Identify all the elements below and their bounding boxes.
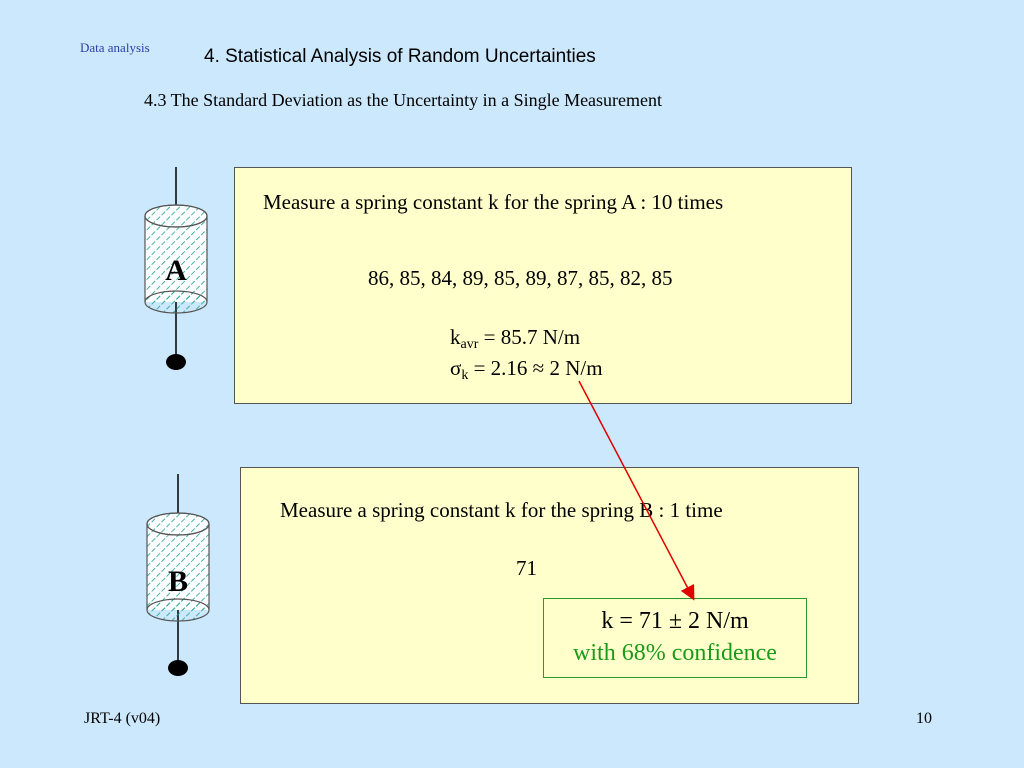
spring-a-measurements: 86, 85, 84, 89, 85, 89, 87, 85, 82, 85: [368, 266, 673, 290]
spring-a-heading: Measure a spring constant k for the spring A : 10 times: [263, 190, 724, 214]
sigma-to-result-arrow: [579, 381, 693, 598]
spring-b-confidence: with 68% confidence: [573, 640, 777, 666]
page-number: 10: [916, 710, 932, 727]
section-tag: Data analysis: [80, 40, 150, 55]
spring-b-result: k = 71 ± 2 N/m: [601, 608, 749, 634]
spring-a-sigma: $\sigma_k = 2.16 \approx 2$ N/m: [450, 356, 603, 383]
spring-b-measurement: 71: [516, 556, 537, 580]
slide-subtitle: 4.3 The Standard Deviation as the Uncertainty in a Single Measurement: [144, 90, 663, 110]
spring-a-average: $k_{avr} = 85.7$ N/m: [450, 325, 581, 352]
spring-b-heading: Measure a spring constant k for the spring B : 1 time: [280, 498, 723, 522]
slide-title: 4. Statistical Analysis of Random Uncertainties: [204, 46, 596, 67]
spring-b-label: B: [167, 565, 189, 598]
footer-version: JRT-4 (v04): [84, 710, 161, 727]
spring-a-label: A: [165, 254, 187, 287]
